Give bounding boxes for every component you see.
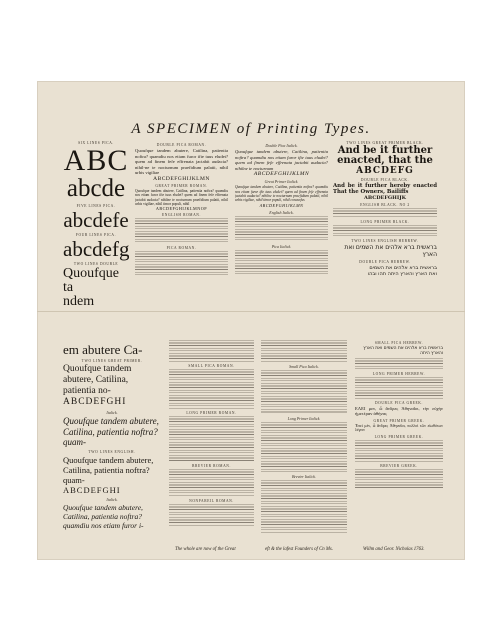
- blackletter-alphabet: ABCDEFGHIJK: [364, 195, 406, 202]
- body-text-texture: [355, 358, 443, 370]
- greek-specimen: ΕΛΕΙ μεν, ὦ ἄνδρες Ἀθηναῖοι, τὴν εὐχὴν ἡμετέραν ἀθήνας: [355, 405, 443, 417]
- body-text-texture: [355, 440, 443, 462]
- blackletter-specimen: And be it further enacted, that the: [337, 145, 433, 166]
- body-text-texture: [235, 250, 328, 274]
- size-label: TWO LINES GREAT PRIMER.: [81, 359, 143, 363]
- specimen-abcdef: abcdefe: [63, 208, 129, 232]
- specimen-paragraph: Quoufque tandem abutere, Catilina, patientia no-: [63, 364, 132, 396]
- size-label: TWO LINES GREAT PRIMER BLACK.: [346, 141, 424, 145]
- column-small-italic: [261, 339, 347, 539]
- size-label: Italick.: [106, 410, 118, 415]
- footer-text: eft & the lafest Founders of Cn Ms.: [265, 547, 333, 552]
- body-text-texture: [355, 377, 443, 399]
- size-label: LONG PRIMER HEBREW.: [372, 371, 426, 376]
- size-label: PICA ROMAN.: [166, 246, 197, 251]
- size-label: DOUBLE PICA HEBREW.: [359, 260, 411, 265]
- body-text-texture: [169, 369, 254, 409]
- size-label: ENGLISH ROMAN.: [162, 213, 201, 218]
- size-label: Great Primer Italick.: [264, 179, 299, 185]
- size-label: Italick.: [106, 496, 118, 502]
- body-text-texture: [169, 504, 254, 526]
- footer-text: The whole are now of the Great: [175, 547, 236, 552]
- specimen-paragraph: Quoufque tandem abutere, Catilina, patientia noftra? quam-: [63, 454, 154, 485]
- specimen-paragraph: Quoufque tandem abutere, Catilina, patientia noftra? quamdiu nos etiam furor ifte tuus eludet? quem ad finem fefe effrenata jactabit audacia? nihilne te nocturnum: [235, 149, 328, 171]
- specimen-paragraph: Quoufque tandem abutere, Catilina, patientia noftra? quamdiu nos etiam furor ifte tuus eludet? quem ad finem fefe effrenata jactabit audacia? nihil-ne te nocturnum praefidium palatii, nihil urbis vigiliae: [135, 148, 228, 176]
- footer-text: Willm and Geor. Nicholas 1763.: [363, 547, 425, 552]
- column-black-hebrew: [333, 139, 437, 307]
- body-text-texture: [261, 480, 347, 534]
- size-label: Brevier Italick.: [291, 474, 317, 479]
- specimen-paragraph: Quoufque tandem abutere, Catilina, patientia noftra? quamdiu nos etiam furor ifte tuus eludet? quem ad finem fefe effrenata jactabit audacia? nihilne te nocturnum praefidium palatii, nihil urbis vigiliae, nihil timor populi, nihil: [135, 188, 228, 206]
- size-label: GREAT PRIMER ROMAN.: [155, 183, 208, 188]
- body-text-texture: [333, 208, 437, 218]
- specimen-abcde: abcde: [66, 175, 126, 202]
- hebrew-specimen: בראשית ברא אלהים את השמים ואת הארץ: [344, 244, 437, 259]
- specimen-line: Quoufque ta: [63, 266, 119, 295]
- size-label: SIX LINES PICA.: [78, 141, 114, 145]
- specimen-alphabet: ABCDEFGHIJKLMN: [259, 202, 304, 208]
- size-label: SMALL PICA HEBREW.: [374, 341, 424, 345]
- specimen-line: ndem: [63, 294, 95, 307]
- specimen-title: A SPECIMEN of Printing Types.: [131, 121, 371, 137]
- size-label: BREVIER GREEK.: [380, 464, 418, 469]
- size-label: BREVIER ROMAN.: [192, 464, 231, 468]
- blackletter-specimen: And be it further hereby enacted That the Owners, Bailiffs: [333, 183, 437, 196]
- size-label: SMALL PICA ROMAN.: [188, 364, 235, 368]
- sheet-fold: [37, 311, 465, 312]
- specimen-paragraph: Quoufque tandem abutere, Catilina, patientia noftra? quamdiu nos etiam furor ifte tuus eludet? quem ad finem fefe effrenata jactabit audacia? nihilne te nocturnum praefidium palatii, nihil urbis vigiliae, nihil timor populi, nihil concurfus: [235, 185, 328, 203]
- size-label: Pica Italick.: [271, 243, 292, 249]
- column-display-roman: [63, 139, 129, 307]
- body-text-texture: [135, 251, 228, 275]
- body-text-texture: [261, 370, 347, 414]
- size-label: Double Pica Italick.: [265, 143, 298, 148]
- size-label: GREAT PRIMER GREEK.: [373, 418, 425, 423]
- size-label: LONG PRIMER BLACK.: [360, 220, 410, 225]
- body-text-texture: [261, 340, 347, 362]
- size-label: TWO LINES DOUBLE: [73, 262, 119, 266]
- size-label: English Italick.: [269, 209, 294, 215]
- size-label: FOUR LINES PICA.: [75, 233, 117, 237]
- size-label: FIVE LINES PICA.: [76, 204, 116, 208]
- size-label: NONPAREIL ROMAN.: [189, 499, 234, 503]
- greek-specimen: Ἐπεὶ μὲν, ὦ ἄνδρες Ἀθηναῖοι, πολλοὶ τῶν εἰωθότων λέγειν: [355, 422, 443, 433]
- body-text-texture: [333, 225, 437, 237]
- column-hebrew-greek: [355, 339, 443, 539]
- body-text-texture: [355, 469, 443, 489]
- size-label: TWO LINES ENGLISH.: [88, 449, 136, 454]
- blackletter-alphabet: ABCDEFG: [356, 166, 414, 176]
- size-label: DOUBLE PICA ROMAN.: [156, 143, 207, 147]
- hebrew-specimen: ואת הארץ והארץ היתה תהו ובהו: [367, 271, 437, 278]
- specimen-alphabet: ABCDEFGHIJKLMNOP: [155, 206, 208, 212]
- specimen-italic-paragraph: Quoufque tandem abutere, Catilina, patientia noftra? quam-: [63, 416, 159, 447]
- size-label: ENGLISH BLACK. NO 2: [360, 203, 410, 208]
- size-label: Small Pica Italick.: [289, 364, 319, 369]
- hebrew-specimen: בראשית ברא אלהים את השמים: [369, 265, 437, 272]
- specimen-sheet: [37, 81, 465, 560]
- column-italic: [235, 141, 328, 307]
- size-label: LONG PRIMER ROMAN.: [186, 411, 237, 415]
- specimen-abc: ABC: [63, 144, 129, 177]
- specimen-alphabet: ABCDEFGHI: [63, 397, 127, 407]
- body-text-texture: [261, 422, 347, 472]
- size-label: Long Primer Italick.: [287, 416, 321, 421]
- size-label: LONG PRIMER GREEK.: [374, 435, 424, 440]
- body-text-texture: [169, 340, 254, 362]
- body-text-texture: [135, 218, 228, 244]
- size-label: DOUBLE PICA BLACK.: [360, 178, 410, 182]
- specimen-abcdefg: abcdefg: [63, 237, 129, 261]
- body-text-texture: [169, 469, 254, 497]
- size-label: DOUBLE PICA GREEK.: [374, 400, 424, 405]
- size-label: TWO LINES ENGLISH HEBREW.: [351, 239, 419, 244]
- specimen-italic-paragraph: Quoufque tandem abutere, Catilina, patientia noftra? quamdiu nos etiam furor i-: [63, 502, 144, 530]
- specimen-line: em abutere Ca-: [63, 343, 143, 357]
- body-text-texture: [235, 216, 328, 242]
- column-large-roman: [63, 343, 161, 553]
- column-small-roman: [169, 339, 254, 539]
- specimen-alphabet: ABCDEFGHIJKLMN: [253, 171, 310, 178]
- specimen-alphabet: ABCDEFGHIJKLMN: [153, 175, 210, 182]
- column-roman: [135, 141, 228, 307]
- hebrew-specimen: בראשית ברא אלהים את השמים ואת הארץ והארץ היתה: [363, 346, 443, 357]
- specimen-alphabet: ABCDEFGHI: [63, 484, 121, 495]
- body-text-texture: [169, 416, 254, 462]
